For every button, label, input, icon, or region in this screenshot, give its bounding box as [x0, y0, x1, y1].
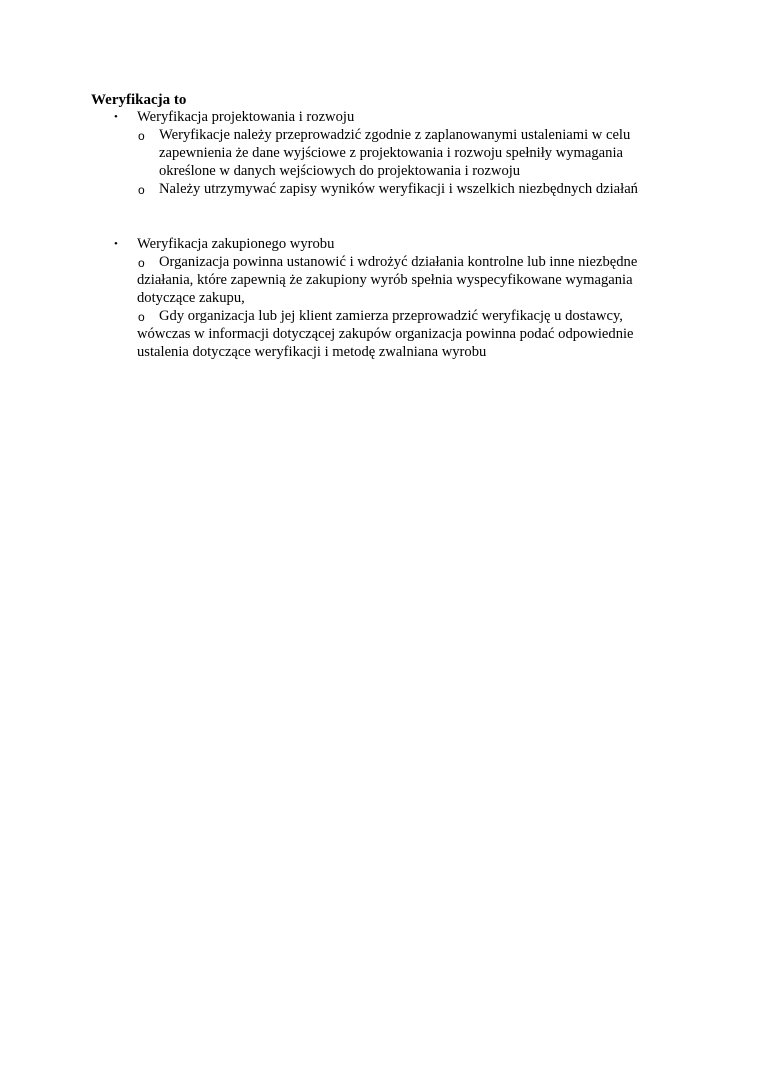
list-item-line: Weryfikacje należy przeprowadzić zgodnie z zaplanowanymi ustaleniami w celu: [159, 127, 631, 143]
paragraph-line: działania, które zapewnią że zakupiony wyrób spełnia wyspecyfikowane wymagania: [137, 272, 633, 288]
sub-bullet-icon: o: [138, 183, 145, 197]
paragraph-line: Organizacja powinna ustanowić i wdrożyć działania kontrolne lub inne niezbędne: [159, 254, 638, 270]
bullet-icon: •: [114, 111, 118, 123]
paragraph-line: Gdy organizacja lub jej klient zamierza przeprowadzić weryfikację u dostawcy,: [159, 308, 623, 324]
section-title: Weryfikacja projektowania i rozwoju: [137, 109, 355, 125]
document-heading: Weryfikacja to: [91, 92, 187, 108]
section-title: Weryfikacja zakupionego wyrobu: [137, 236, 335, 252]
paragraph-line: ustalenia dotyczące weryfikacji i metodę zwalniana wyrobu: [137, 344, 487, 360]
list-item-line: określone w danych wejściowych do projektowania i rozwoju: [159, 163, 521, 179]
sub-bullet-icon: o: [138, 310, 145, 324]
paragraph-line: dotyczące zakupu,: [137, 290, 245, 306]
bullet-icon: •: [114, 238, 118, 250]
paragraph-line: wówczas w informacji dotyczącej zakupów organizacja powinna podać odpowiednie: [137, 326, 634, 342]
list-item-line: zapewnienia że dane wyjściowe z projektowania i rozwoju spełniły wymagania: [159, 145, 623, 161]
sub-bullet-icon: o: [138, 256, 145, 270]
list-item-line: Należy utrzymywać zapisy wyników weryfikacji i wszelkich niezbędnych działań: [159, 181, 638, 197]
sub-bullet-icon: o: [138, 129, 145, 143]
